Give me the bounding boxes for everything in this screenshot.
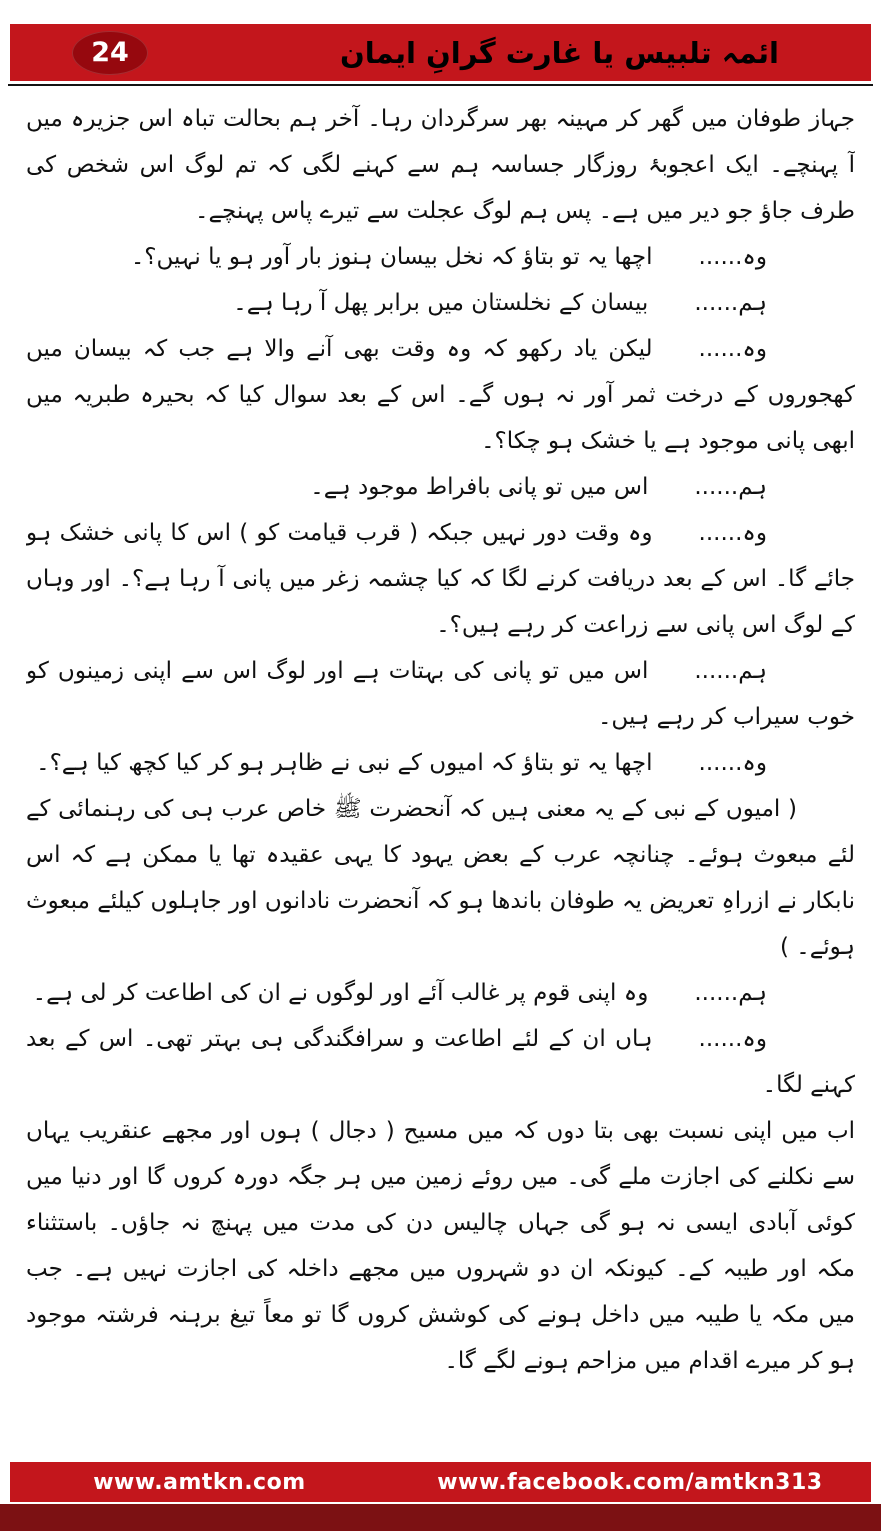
speaker-label: وہ...... (698, 1026, 767, 1052)
dialog-text: اس میں تو پانی کی بہتات ہے اور لوگ اس سے اپنی زمینوں کو خوب سیراب کر رہے ہیں۔ (26, 658, 855, 730)
dialog-text: ہاں ان کے لئے اطاعت و سرافگندگی ہی بہتر تھی۔ اس کے بعد کہنے لگا۔ (26, 1026, 855, 1098)
speaker-label: وہ...... (698, 520, 767, 546)
dialog-text: بیسان کے نخلستان میں برابر پھل آ رہا ہے۔ (233, 290, 649, 316)
speaker-label: وہ...... (698, 336, 767, 362)
header-divider (8, 84, 873, 86)
speaker-label: ہم...... (694, 658, 767, 684)
dialog-paragraph (26, 648, 855, 740)
dialog-paragraph (26, 970, 855, 1016)
dialog-paragraph (26, 280, 855, 326)
page-number: 24 (91, 37, 129, 68)
speaker-label: وہ...... (698, 750, 767, 776)
page-body (26, 96, 855, 1456)
dialog-paragraph (26, 326, 855, 464)
page-number-badge (72, 31, 148, 75)
page-header (10, 24, 871, 81)
dialog-text: اچھا یہ تو بتاؤ کہ امیوں کے نبی نے ظاہر ہو کر کیا کچھ کیا ہے؟۔ (36, 750, 653, 776)
parenthetical-note: ( امیوں کے نبی کے یہ معنی ہیں کہ آنحضرت ﷺ خاص عرب ہی کی رہنمائی کے لئے مبعوث ہوئے۔ چنانچہ عرب کے بعض یہود کا یہی عقیدہ تھا یا ممکن ہے کہ اس نابکار نے ازراہِ تعریض یہ طوفان باندھا ہو کہ آنحضرت نادانوں اور جاہلوں کیلئے مبعوث ہوئے۔ ) (26, 796, 855, 960)
speaker-label: ہم...... (694, 474, 767, 500)
dialog-paragraph (26, 510, 855, 648)
speaker-label: ہم...... (694, 980, 767, 1006)
dialog-text: وہ وقت دور نہیں جبکہ ( قرب قیامت کو ) اس کا پانی خشک ہو جائے گا۔ اس کے بعد دریافت کرنے لگا کہ کیا چشمہ زغر میں پانی آ رہا ہے؟۔ اور وہاں کے لوگ اس پانی سے زراعت کر رہے ہیں؟۔ (26, 520, 855, 638)
dialog-paragraph (26, 234, 855, 280)
dialog-text: اس میں تو پانی بافراط موجود ہے۔ (310, 474, 649, 500)
dialog-paragraph (26, 740, 855, 786)
book-title: ائمہ تلبیس یا غارت گرانِ ایمان (340, 35, 779, 70)
footer-facebook-url: www.facebook.com/amtkn313 (437, 1469, 823, 1495)
page-footer (10, 1462, 871, 1502)
footer-website-url: www.amtkn.com (93, 1469, 306, 1495)
dialog-text: لیکن یاد رکھو کہ وہ وقت بھی آنے والا ہے جب کہ بیسان میں کھجوروں کے درخت ثمر آور نہ ہوں گے۔ اس کے بعد سوال کیا کہ بحیرہ طبریہ میں ابھی پانی موجود ہے یا خشک ہو چکا؟۔ (26, 336, 855, 454)
dialog-text: اچھا یہ تو بتاؤ کہ نخل بیسان ہنوز بار آور ہو یا نہیں؟۔ (130, 244, 653, 270)
dialog-paragraph (26, 1016, 855, 1108)
speaker-label: وہ...... (698, 244, 767, 270)
dialog-paragraph (26, 464, 855, 510)
speaker-label: ہم...... (694, 290, 767, 316)
paragraph: اب میں اپنی نسبت بھی بتا دوں کہ میں مسیح ( دجال ) ہوں اور مجھے عنقریب یہاں سے نکلنے کی اجازت ملے گی۔ میں روئے زمین میں ہر جگہ دورہ کروں گا اور دنیا میں کوئی آبادی ایسی نہ ہو گی جہاں چالیس دن کی مدت میں پہنچ نہ جاؤں۔ باستثناء مکہ اور طیبہ کے۔ کیونکہ ان دو شہروں میں مجھے داخلہ کی اجازت نہیں ہے۔ جب میں مکہ یا طیبہ میں داخل ہونے کی کوشش کروں گا تو معاً تیغ برہنہ فرشتہ موجود ہو کر میرے اقدام میں مزاحم ہونے لگے گا۔ (26, 1118, 855, 1374)
dialog-text: وہ اپنی قوم پر غالب آئے اور لوگوں نے ان کی اطاعت کر لی ہے۔ (32, 980, 649, 1006)
paragraph: جہاز طوفان میں گھر کر مہینہ بھر سرگردان رہا۔ آخر ہم بحالت تباہ اس جزیرہ میں آ پہنچے۔ ایک اعجوبۂ روزگار جساسہ ہم سے کہنے لگی کہ تم لوگ اس شخص کی طرف جاؤ جو دیر میں ہے۔ پس ہم لوگ عجلت سے تیرے پاس پہنچے۔ (26, 106, 855, 224)
footer-maroon-strip (0, 1504, 881, 1531)
